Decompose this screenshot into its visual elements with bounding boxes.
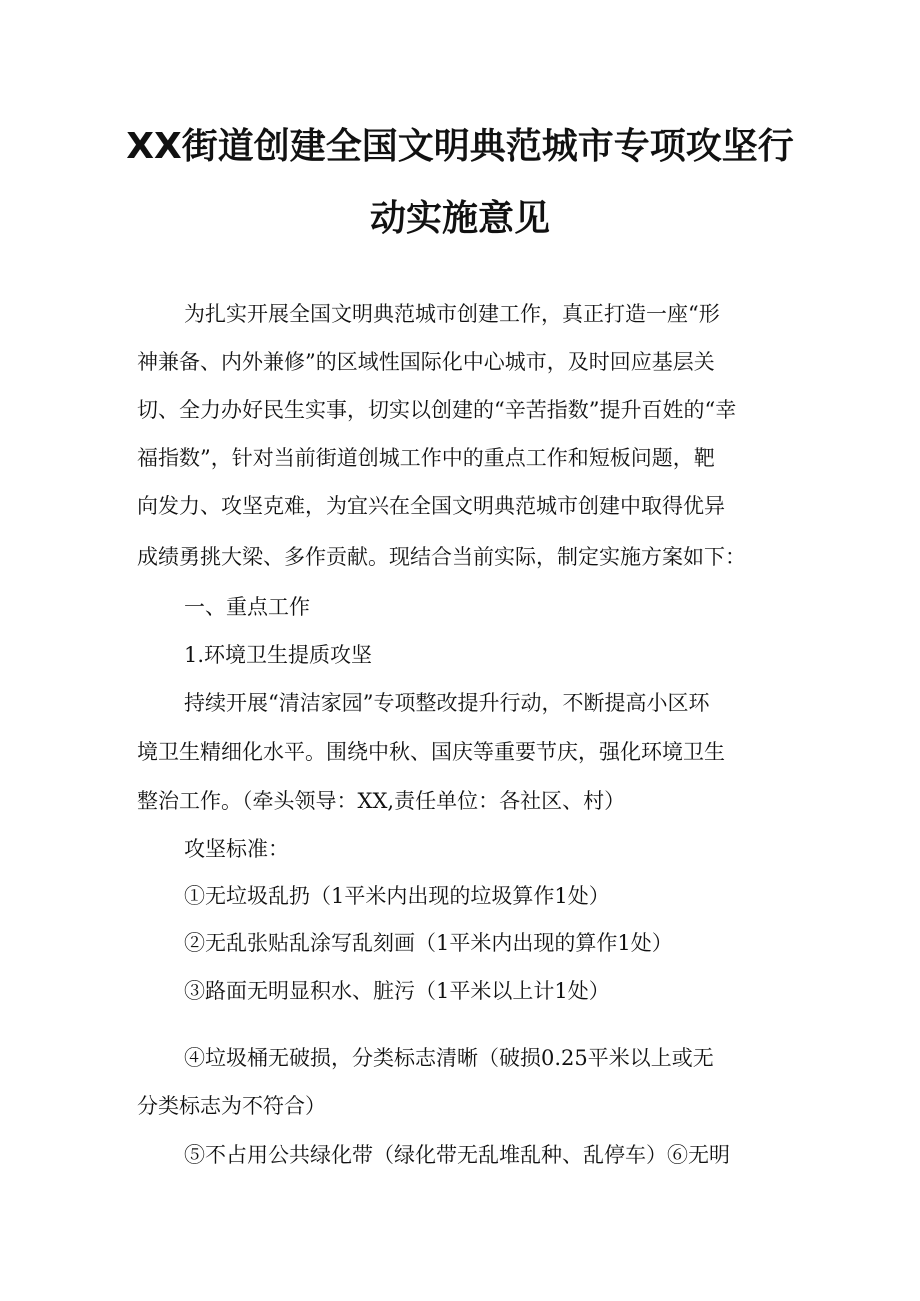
- document-title-line-1: XX街道创建全国文明典范城市专项攻坚行: [126, 126, 794, 167]
- paragraph-line: 成绩勇挑大梁、多作贡献。现结合当前实际，制定实施方案如下：: [137, 545, 746, 569]
- standard-item: ⑤不占用公共绿化带（绿化带无乱堆乱种、乱停车）⑥无明: [184, 1143, 730, 1167]
- document-title-line-2: 动实施意见: [369, 198, 550, 239]
- standard-item: ①无垃圾乱扔（1平米内出现的垃圾算作1处）: [184, 884, 610, 908]
- paragraph-line: 神兼备、内外兼修”的区域性国际化中心城市，及时回应基层关: [137, 350, 715, 374]
- paragraph-line: 为扎实开展全国文明典范城市创建工作，真正打造一座“形: [184, 302, 720, 326]
- paragraph-line: 持续开展“清洁家园”专项整改提升行动，不断提高小区环: [184, 691, 710, 715]
- subsection-heading: 1.环境卫生提质攻坚: [184, 643, 373, 667]
- standards-label: 攻坚标准：: [184, 837, 289, 861]
- section-heading: 一、重点工作: [184, 595, 310, 619]
- paragraph-line: 向发力、攻坚克难，为宜兴在全国文明典范城市创建中取得优异: [137, 494, 725, 518]
- standard-item-continuation: 分类标志为不符合）: [137, 1094, 326, 1118]
- paragraph-line: 境卫生精细化水平。围绕中秋、国庆等重要节庆，强化环境卫生: [137, 740, 725, 764]
- standard-item: ④垃圾桶无破损，分类标志清晰（破损0.25平米以上或无: [184, 1046, 714, 1070]
- paragraph-line: 切、全力办好民生实事，切实以创建的“辛苦指数”提升百姓的“幸: [137, 398, 737, 422]
- standard-item: ③路面无明显积水、脏污（1平米以上计1处）: [184, 979, 610, 1003]
- paragraph-line: 整治工作。（牵头领导：XX,责任单位：各社区、村）: [137, 789, 626, 813]
- standard-item: ②无乱张贴乱涂写乱刻画（1平米内出现的算作1处）: [184, 931, 673, 955]
- paragraph-line: 福指数”，针对当前街道创城工作中的重点工作和短板问题，靶: [137, 446, 715, 470]
